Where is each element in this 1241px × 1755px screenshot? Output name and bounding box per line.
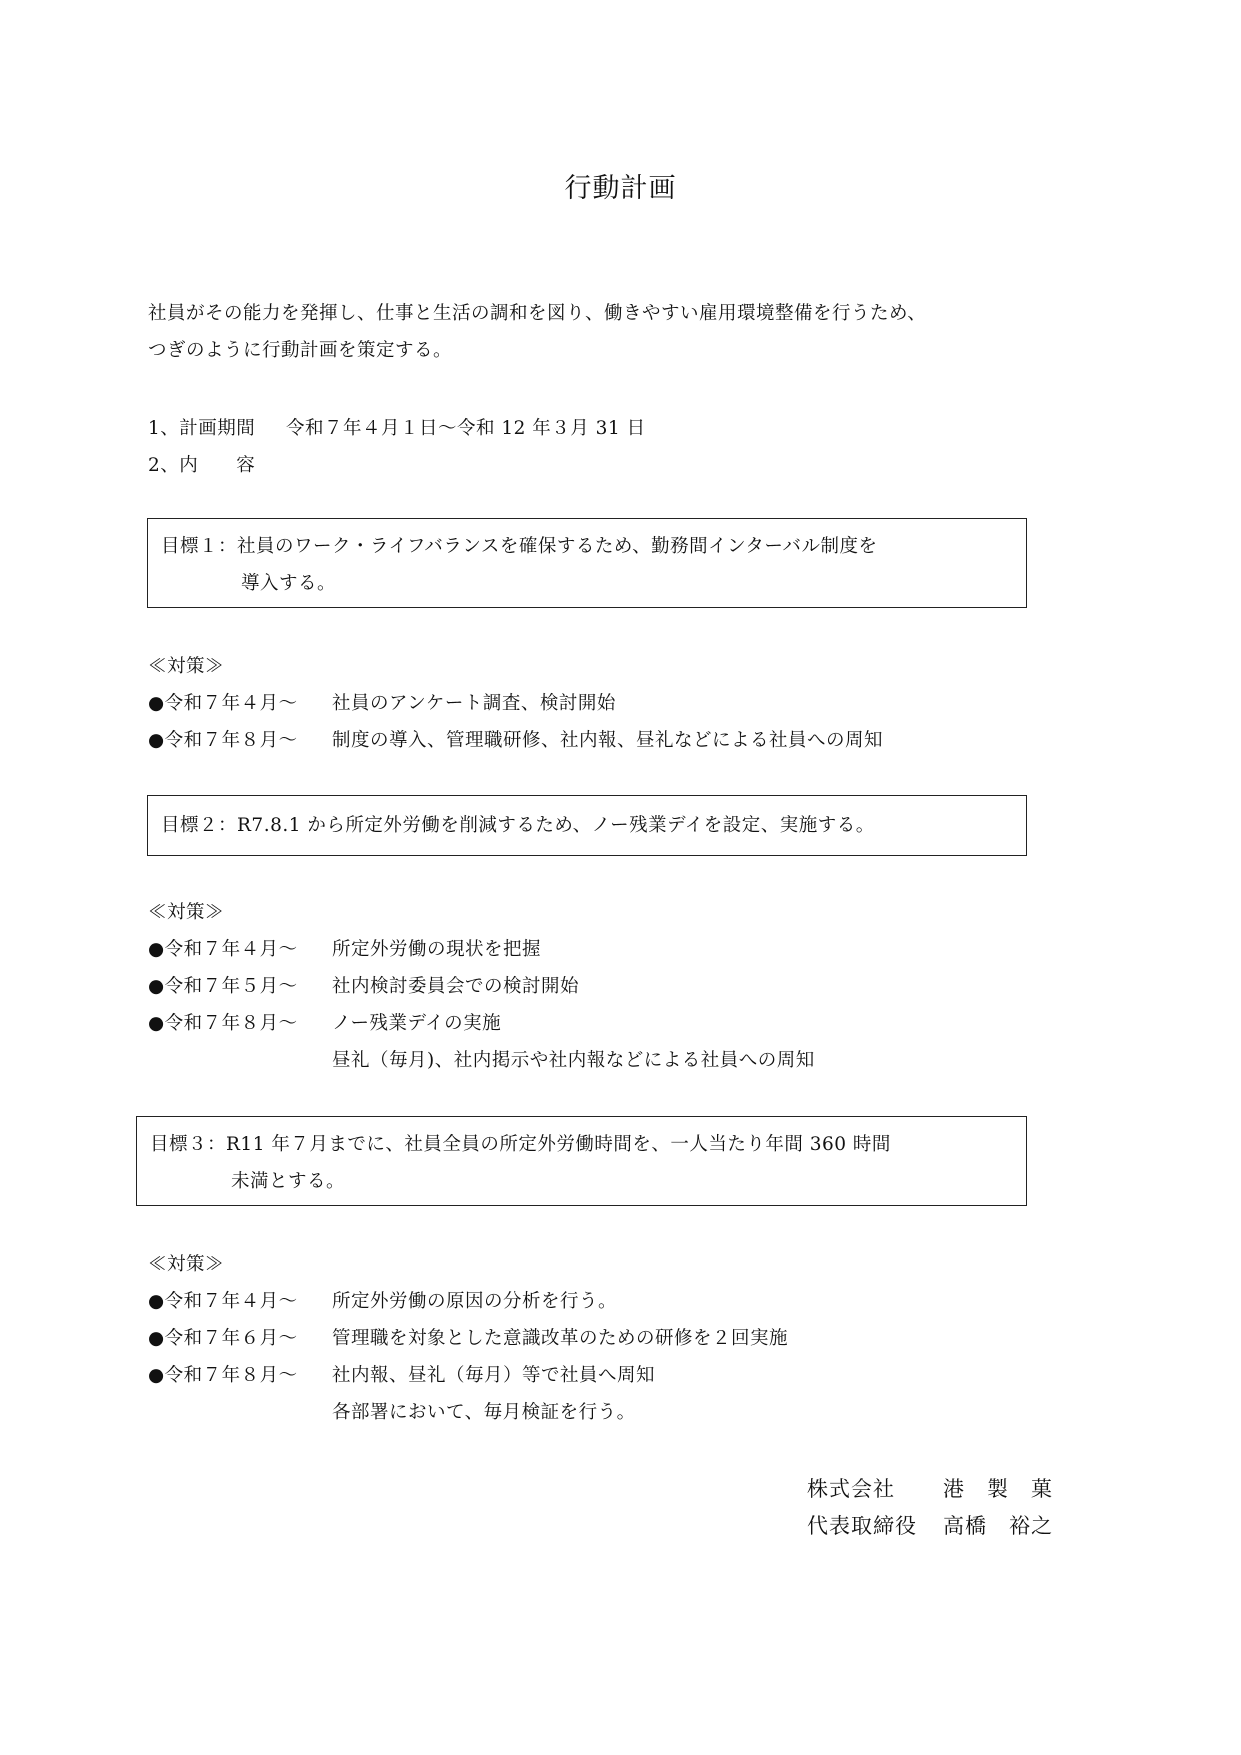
goal-1-measure-1-text: 社員のアンケート調査、検討開始 [332, 693, 616, 714]
goal-3-text-line-2: 未満とする。 [231, 1171, 346, 1192]
goal-1-text-line-1: 目標１：社員のワーク・ライフバランスを確保するため、勤務間インターバル制度を [161, 536, 878, 557]
content-label: 2、内 容 [148, 455, 256, 476]
goal-3-measure-1-date: ●令和７年４月～ [148, 1291, 298, 1312]
goal-1-measure-2-date: ●令和７年８月～ [148, 730, 298, 751]
goal-3-measures-heading: ≪対策≫ [148, 1254, 225, 1275]
goal-2-measures-heading: ≪対策≫ [148, 902, 225, 923]
goal-2-measure-3-text: ノー残業デイの実施 [332, 1013, 502, 1034]
signature-rep-title: 代表取締役 [807, 1514, 917, 1538]
signature-rep-name: 高橋 裕之 [943, 1514, 1053, 1538]
intro-line-1: 社員がその能力を発揮し、仕事と生活の調和を図り、働きやすい雇用環境整備を行うため、 [148, 303, 927, 324]
goal-3-text-line-1: 目標３：R11 年７月までに、社員全員の所定外労働時間を、一人当たり年間 360 時間 [150, 1134, 891, 1155]
goal-2-text-line-1: 目標２：R7.8.1 から所定外労働を削減するため、ノー残業デイを設定、実施する。 [161, 815, 875, 836]
goal-3-measure-1-text: 所定外労働の原因の分析を行う。 [332, 1291, 618, 1312]
document-title: 行動計画 [564, 173, 677, 204]
goal-3-measure-3-date: ●令和７年８月～ [148, 1365, 298, 1386]
goal-2-measure-1-date: ●令和７年４月～ [148, 939, 298, 960]
goal-2-measure-2-text: 社内検討委員会での検討開始 [332, 976, 580, 997]
goal-2-measure-3-continuation: 昼礼（毎月)、社内掲示や社内報などによる社員への周知 [332, 1050, 815, 1071]
goal-1-measure-1-date: ●令和７年４月～ [148, 693, 298, 714]
goal-3-measure-3-text: 社内報、昼礼（毎月）等で社員へ周知 [332, 1365, 656, 1386]
intro-line-2: つぎのように行動計画を策定する。 [148, 340, 453, 361]
plan-period-label: 1、計画期間 [148, 418, 256, 439]
signature-company-label: 株式会社 [807, 1477, 895, 1501]
goal-2-measure-2-date: ●令和７年５月～ [148, 976, 298, 997]
goal-3-measure-3-continuation: 各部署において、毎月検証を行う。 [332, 1402, 636, 1423]
goal-3-measure-2-text: 管理職を対象とした意識改革のための研修を２回実施 [332, 1328, 789, 1349]
signature-company-name: 港 製 菓 [943, 1477, 1053, 1501]
goal-1-measures-heading: ≪対策≫ [148, 656, 225, 677]
plan-period-value: 令和７年４月１日～令和 12 年３月 31 日 [286, 418, 646, 439]
goal-3-measure-2-date: ●令和７年６月～ [148, 1328, 298, 1349]
goal-1-measure-2-text: 制度の導入、管理職研修、社内報、昼礼などによる社員への周知 [332, 730, 884, 751]
goal-2-measure-3-date: ●令和７年８月～ [148, 1013, 298, 1034]
goal-2-measure-1-text: 所定外労働の現状を把握 [332, 939, 542, 960]
goal-1-text-line-2: 導入する。 [241, 573, 337, 594]
